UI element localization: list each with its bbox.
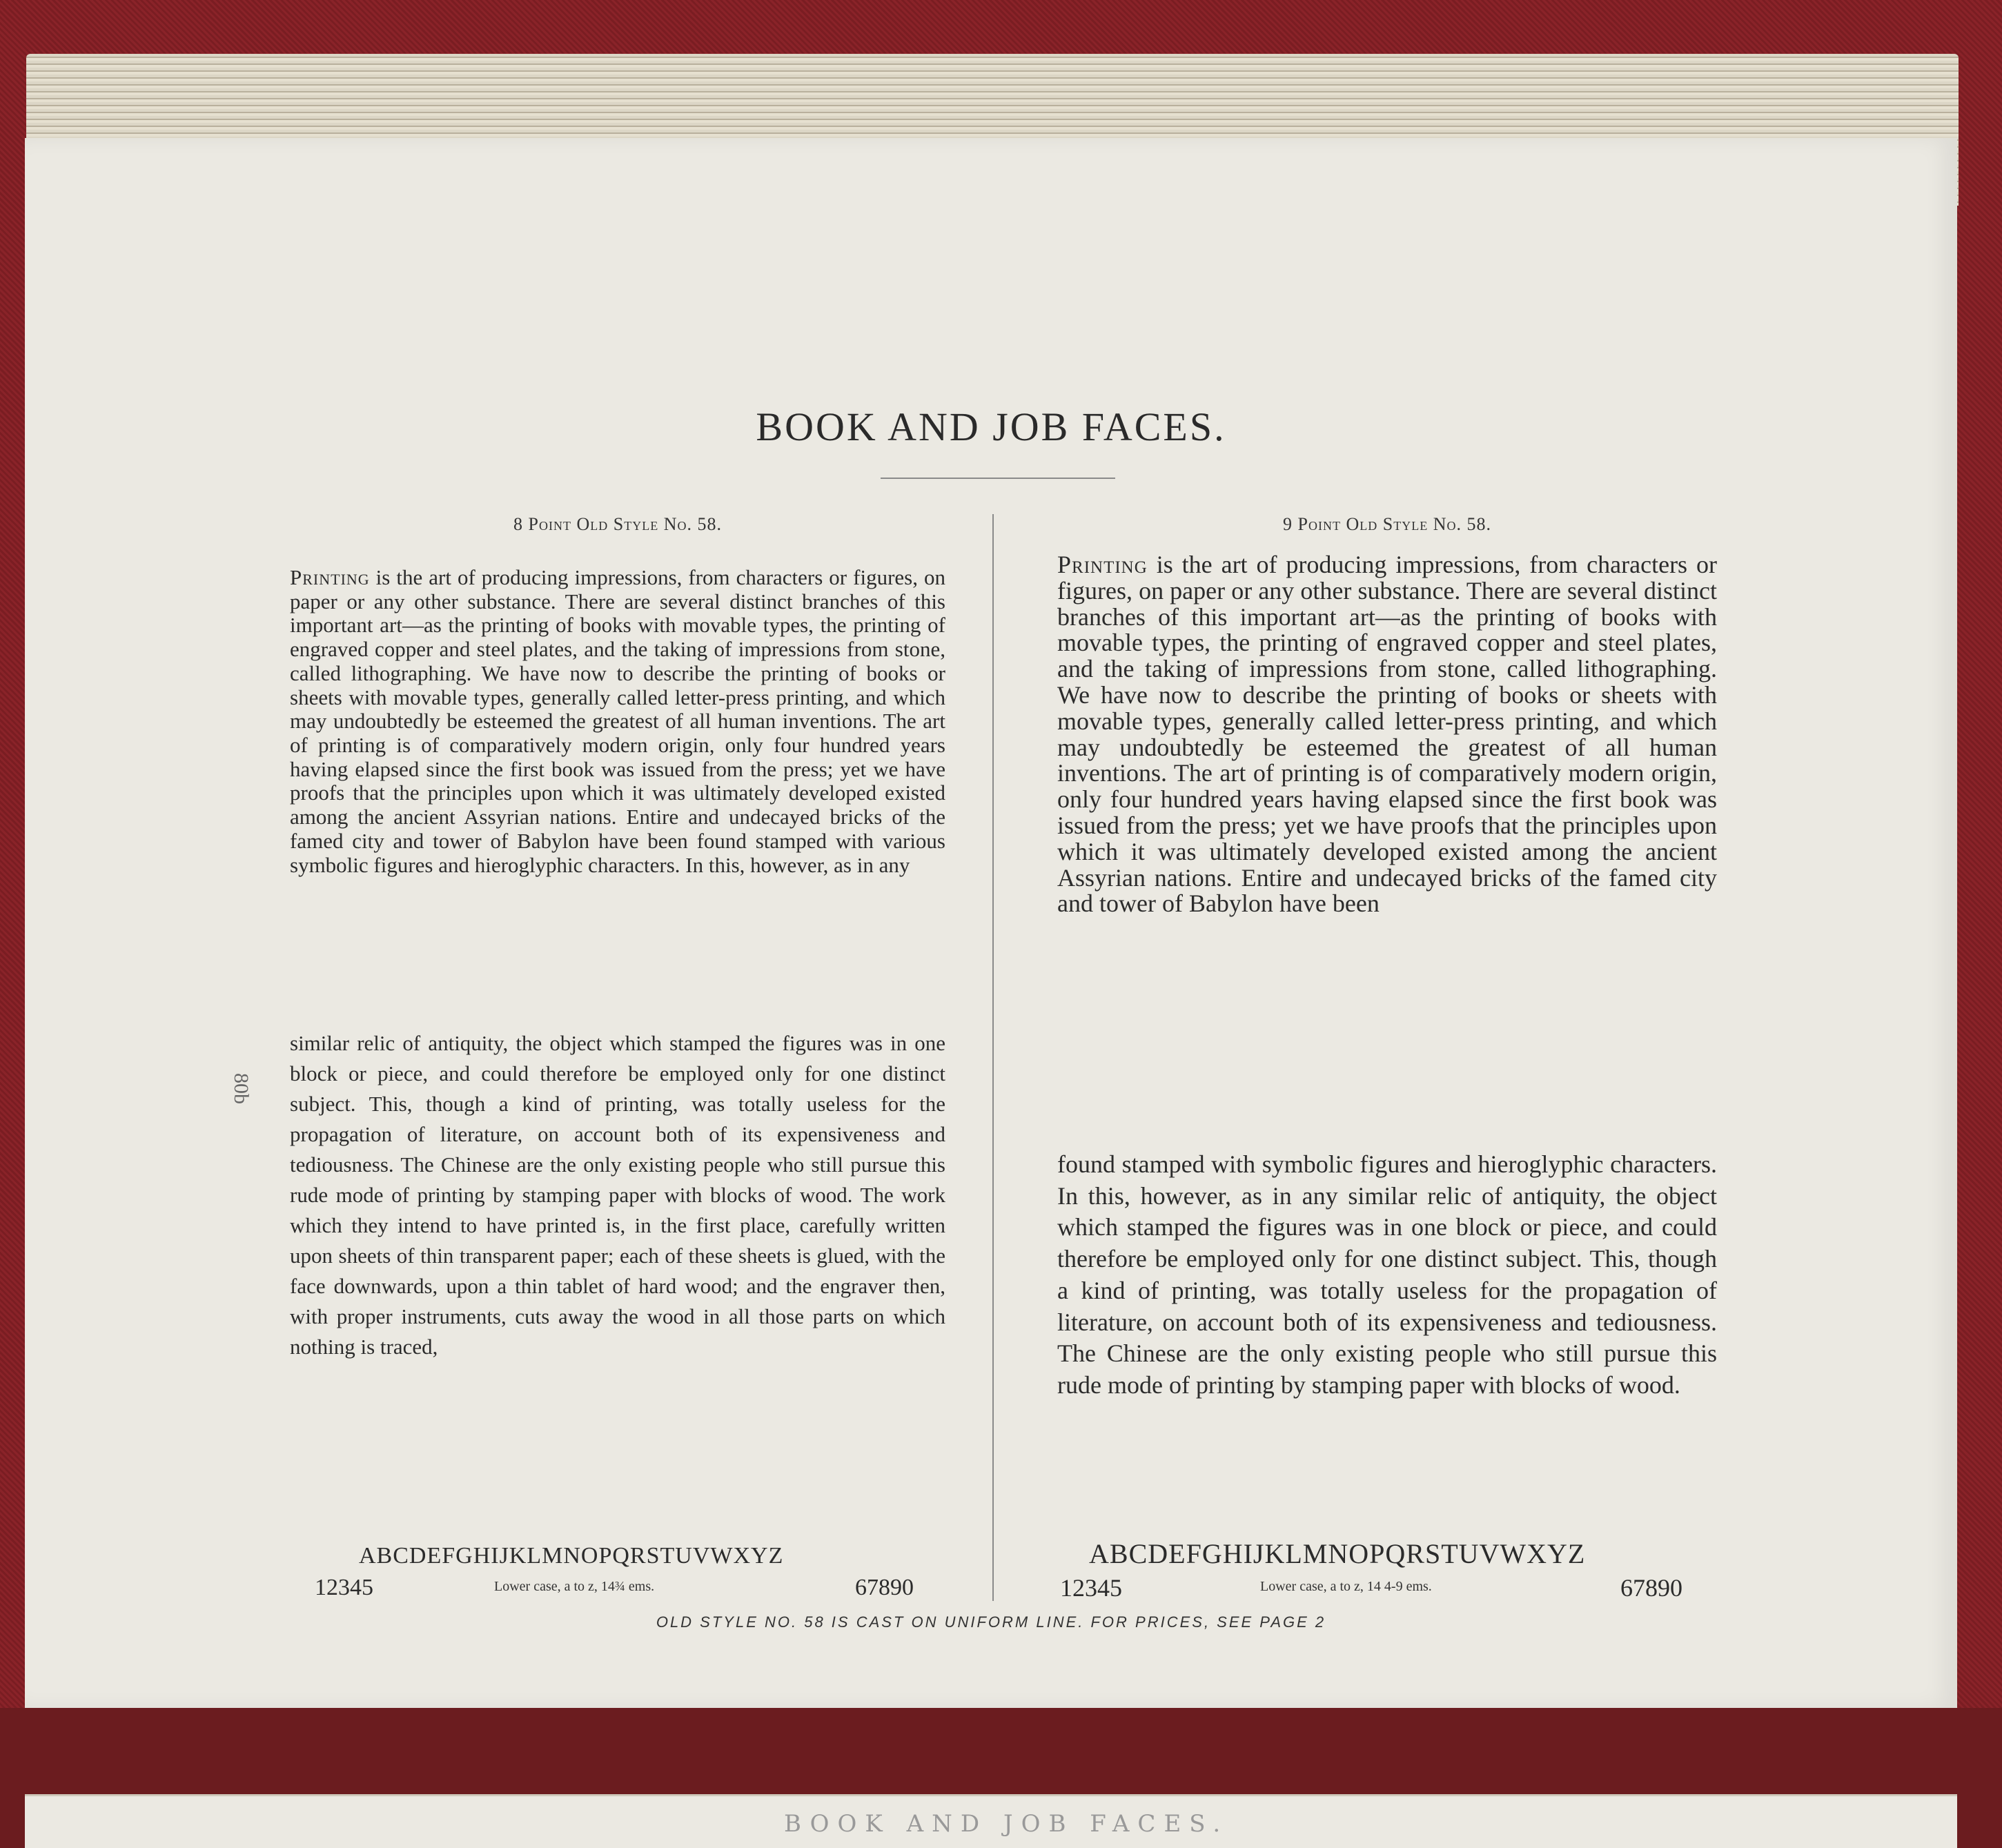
left-specimen-text-a	[290, 566, 945, 877]
right-alphabet: ABCDEFGHIJKLMNOPQRSTUVWXYZ	[1089, 1538, 1586, 1569]
footer-note: OLD STYLE NO. 58 IS CAST ON UNIFORM LINE. FOR PRICES, SEE PAGE 2	[656, 1613, 1326, 1631]
column-divider	[992, 514, 994, 1601]
right-paragraph-a: is the art of producing impressions, from characters or figures, on paper or any other substance. There are several distinct branches of this important art—as the printing of books with movable types, the printing of engraved copper and steel plates, and the taking of impressions from stone, called lithographing. We have now to describe the printing of books or sheets with movable types, generally called letter-press printing, and which may undoubtedly be esteemed the greatest of all human inventions. The art of printing is of comparatively modern origin, only four hundred years having elapsed since the first book was issued from the press; yet we have proofs that the principles upon which it was ultimately developed existed among the ancient Assyrian nations. Entire and undecayed bricks of the famed city and tower of Babylon have been	[1057, 551, 1717, 918]
left-alphabet: ABCDEFGHIJKLMNOPQRSTUVWXYZ	[359, 1543, 784, 1569]
book-page	[25, 138, 1957, 1838]
left-paragraph-b: similar relic of antiquity, the object which stamped the figures was in one block or piece, and could therefore be employed only for one distinct subject. This, though a kind of printing, was totally useless for the propagation of literature, on account both of its expensiveness and tediousness. The Chinese are the only existing people who still pursue this rude mode of printing by stamping paper with blocks of wood. The work which they intend to have printed is, in the first place, carefully written upon sheets of thin transparent paper; each of these sheets is glued, with the face downwards, upon a thin tablet of hard wood; and the engraver then, with proper instruments, cuts away the wood in all those parts on which nothing is traced,	[290, 1031, 945, 1359]
right-lowercase-note: Lower case, a to z, 14 4-9 ems.	[1260, 1579, 1432, 1594]
next-page-edge	[25, 1794, 1957, 1848]
side-page-number: 80b	[230, 1073, 253, 1104]
right-paragraph-b: found stamped with symbolic figures and hieroglyphic characters. In this, however, as in any similar relic of antiquity, the object which stamped the figures was in one block or piece, and could therefore be employed only for one distinct subject. This, though a kind of printing, was totally useless for the propagation of literature, on account both of its expensiveness and tediousness. The Chinese are the only existing people who still pursue this rude mode of printing by stamping paper with blocks of wood.	[1057, 1150, 1717, 1399]
left-numerals-start: 12345	[315, 1575, 373, 1600]
right-numerals-end: 67890	[1620, 1574, 1682, 1602]
right-numerals-start: 12345	[1060, 1574, 1122, 1602]
right-specimen-text-a	[1057, 552, 1717, 917]
right-lead-word: Printing	[1057, 551, 1148, 578]
left-column-heading: 8 Point Old Style No. 58.	[513, 514, 722, 534]
left-paragraph-a: is the art of producing impressions, from characters or figures, on paper or any other substance. There are several distinct branches of this important art—as the printing of books with movable types, the printing of engraved copper and steel plates, and the taking of impressions from stone, called lithographing. We have now to describe the printing of books or sheets with movable types, generally called letter-press printing, and which may undoubtedly be esteemed the greatest of all human inventions. The art of printing is of comparatively modern origin, only four hundred years having elapsed since the first book was issued from the press; yet we have proofs that the principles upon which it was ultimately developed existed among the ancient Assyrian nations. Entire and undecayed bricks of the famed city and tower of Babylon have been found stamped with various symbolic figures and hieroglyphic characters. In this, however, as in any	[290, 565, 945, 877]
title-divider	[881, 478, 1115, 479]
right-column-heading: 9 Point Old Style No. 58.	[1283, 514, 1491, 534]
left-numerals-end: 67890	[855, 1575, 914, 1600]
next-page-title: BOOK AND JOB FACES.	[784, 1810, 1229, 1838]
left-lowercase-note: Lower case, a to z, 14¾ ems.	[494, 1579, 655, 1594]
page-title: BOOK AND JOB FACES.	[756, 404, 1226, 449]
left-lead-word: Printing	[290, 565, 370, 589]
